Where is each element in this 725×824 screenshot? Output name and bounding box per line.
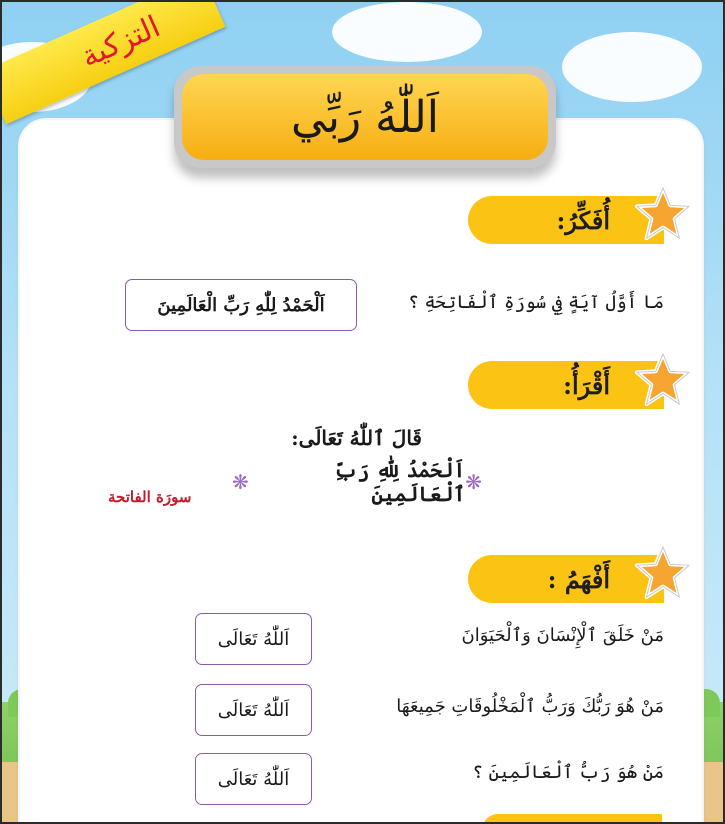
lesson-title: اَللّٰهُ رَبِّي [291,91,439,143]
section-understand-title: أَفْهَمُ : [547,564,610,594]
understand-question: مَنْ خَلَقَ ٱلْإِنْسَانَ وَٱلْحَيَوَانَ [461,625,664,646]
think-answer: اَلْحَمْدُ لِلّٰهِ رَبِّ الْعَالَمِينَ [157,294,325,316]
verse-row [232,458,482,506]
verse-text: اَلْحَمْدُ لِلّٰهِ رَبِّ ٱلْعَالَمِينَ [334,458,466,506]
understand-answer-box [195,684,312,736]
section-think-title: أُفَكِّرُ: [556,205,610,235]
understand-question: مَنْ هُوَ رَبُّ ٱلْعَالَمِينَ ؟ [472,762,664,783]
read-intro: قَالَ ٱللّٰهُ تَعَالَى: [291,426,422,450]
cloud-decoration [562,32,702,102]
star-icon [634,185,692,243]
star-icon [634,544,692,602]
understand-answer-box [195,613,312,665]
understand-answer: اَللّٰهُ تَعَالَى [217,628,290,650]
understand-answer: اَللّٰهُ تَعَالَى [217,699,290,721]
star-icon [634,351,692,409]
understand-answer-box [195,753,312,805]
cloud-decoration [332,2,482,62]
verse-source: سورَة الفاتحة [108,488,192,506]
understand-answer: اَللّٰهُ تَعَالَى [217,768,290,790]
think-question: مَا أَوَّلُ آيَةٍ فِي سُورَةِ ٱلْفَاتِحَةِ ؟ [408,292,664,313]
ornament-icon: ❋ [465,470,482,494]
lesson-title-plate [174,66,556,168]
think-answer-box [125,279,357,331]
ornament-icon: ❋ [232,470,249,494]
understand-question: مَنْ هُوَ رَبُّكَ وَرَبُّ ٱلْمَخْلُوقَاتِ جَمِيعَهَا [396,696,664,717]
category-label: التزكية [75,8,166,75]
section-read-title: أَقْرَأُ: [563,370,610,400]
next-section-header-partial [482,814,662,824]
lesson-title-banner [182,74,548,160]
